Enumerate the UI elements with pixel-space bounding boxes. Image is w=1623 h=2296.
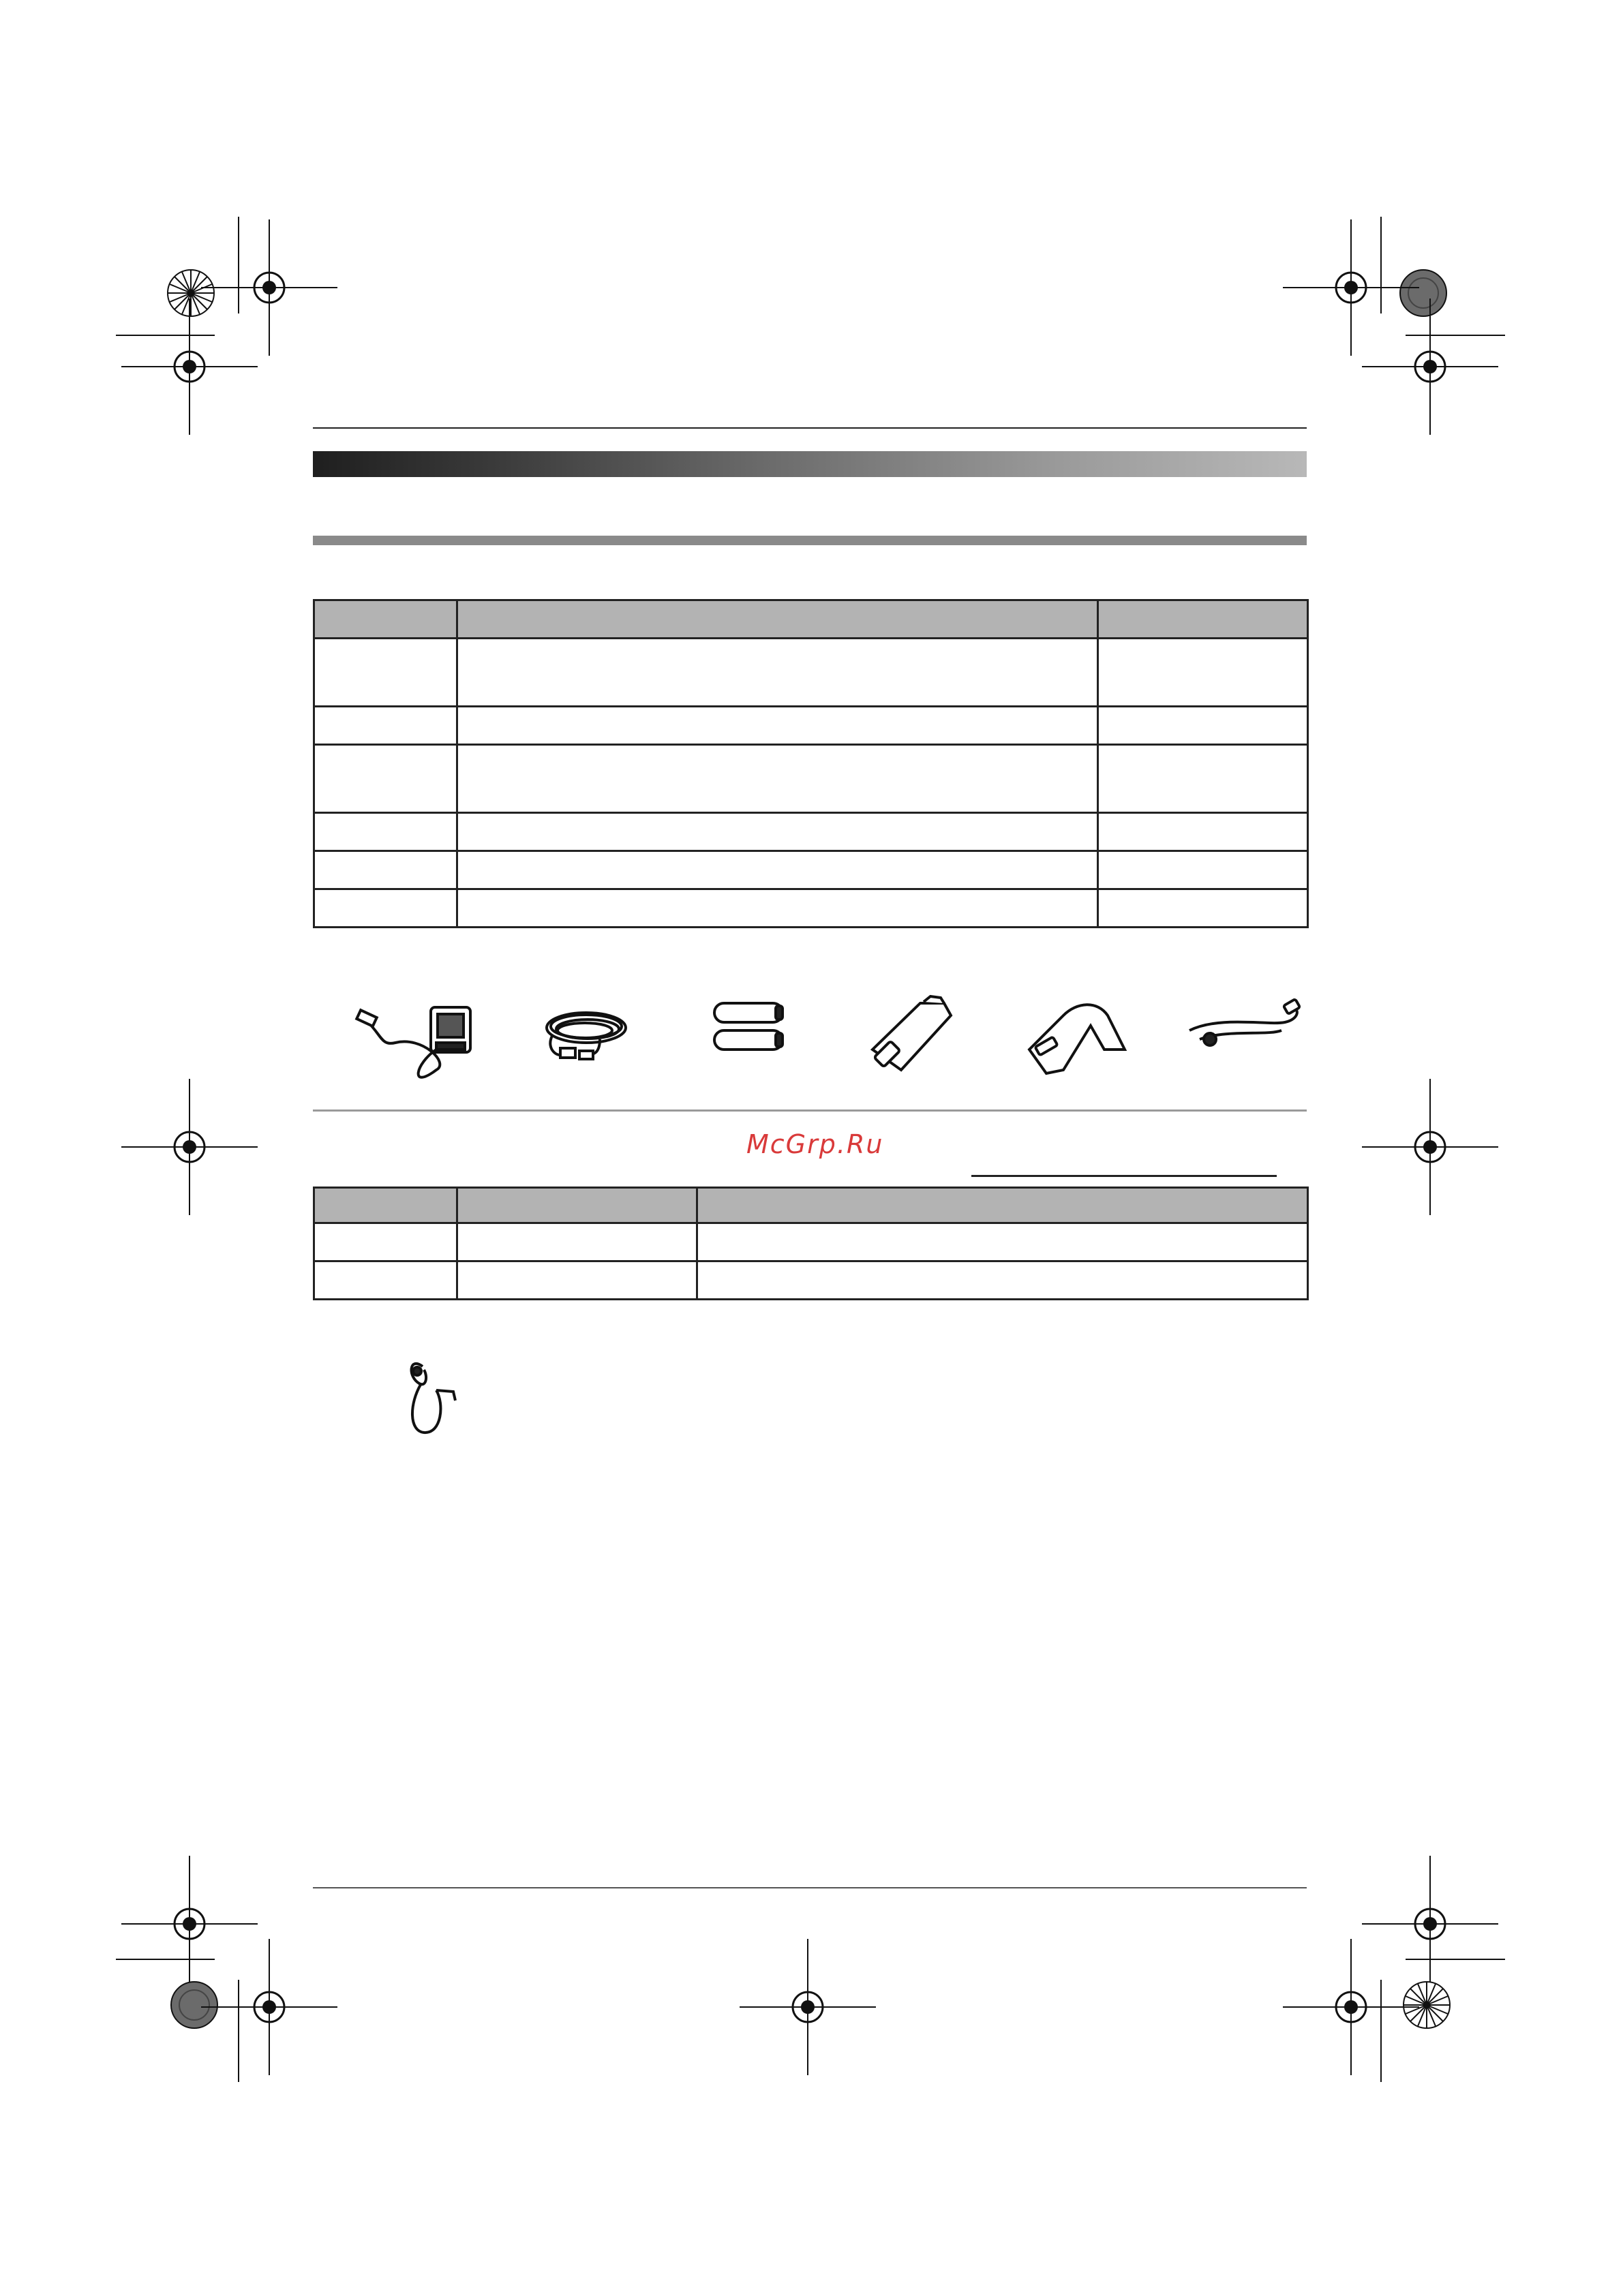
footer-rule (313, 1887, 1307, 1888)
watermark-text: McGrp.Ru (746, 1129, 884, 1159)
headset-icon (412, 1364, 455, 1433)
